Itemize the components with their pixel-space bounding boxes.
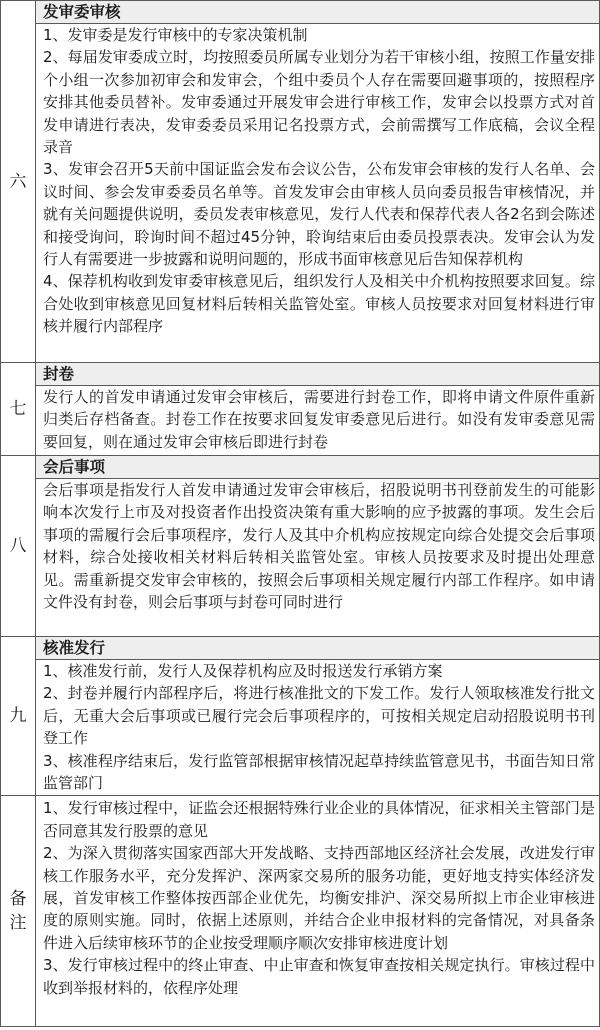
row-title: 核准发行	[36, 637, 599, 660]
row-index: 备 注	[1, 796, 36, 1027]
row-title: 发审委审核	[36, 1, 599, 24]
row-index: 六	[1, 1, 36, 363]
table-row	[1, 456, 600, 637]
row-content	[36, 637, 600, 796]
row-body: 发行人的首发申请通过发审会审核后，需要进行封卷工作，即将申请文件原件重新归类后存档备查。封卷工作在按要求回复发审委意见后进行。如没有发审委意见需要回复，则在通过发审会审核后即进行封卷	[43, 388, 595, 451]
row-index: 九	[1, 637, 36, 796]
row-content	[36, 1, 600, 363]
row-body: 1、核准发行前，发行人及保荐机构应及时报送发行承销方案 2、封卷并履行内部程序后，将进行核准批文的下发工作。发行人领取核准发行批文后，无重大会后事项或已履行完会后事项程序的，可按相关规定启动招股说明书刊登工作 3、核准程序结束后，发行监管部根据审核情况起草持续监管意见书，书面告知日常监管部门	[43, 662, 595, 793]
row-body: 1、发审委是发行审核中的专家决策机制 2、每届发审委成立时，均按照委员所属专业划分为若干审核小组，按照工作量安排个小组一次参加初审会和发审会，个组中委员个人存在需要回避事项的，按照程序安排其他委员替补。发审委通过开展发审会进行审核工作，发审会以投票方式对首发申请进行表决，发审委委员采用记名投票方式，会前需撰写工作底稿，会议全程录音 3、发审会召开5天前中国证监会发布会议公告，公布发审会审核的发行人名单、会议时间、参会发审委委员名单等。首发发审会由审核人员向委员报告审核情况，并就有关问题提供说明，委员发表审核意见，发行人代表和保荐代表人各2名到会陈述和接受询问，聆询时间不超过45分钟，聆询结束后由委员投票表决。发审会认为发行人有需要进一步披露和说明问题的，形成书面审核意见后告知保荐机构 4、保荐机构收到发审委审核意见后，组织发行人及相关中介机构按照要求回复。综合处收到审核意见回复材料后转相关监管处室。审核人员按要求对回复材料进行审核并履行内部程序	[43, 26, 595, 336]
row-body: 1、发行审核过程中，证监会还根据特殊行业企业的具体情况，征求相关主管部门是否同意其发行股票的意见 2、为深入贯彻落实国家西部大开发战略、支持西部地区经济社会发展，改进发行审核工作服务水平，充分发挥沪、深两家交易所的服务功能，更好地支持实体经济发展，首发审核工作整体按西部企业优先，均衡安排沪、深交易所拟上市企业审核进度的原则实施。同时，依据上述原则，并结合企业申报材料的完备情况，对具备条件进入后续审核环节的企业按受理顺序顺次安排审核进度计划 3、发行审核过程中的终止审查、中止审查和恢复审查按相关规定执行。审核过程中收到举报材料的，依程序处理	[43, 799, 595, 997]
table-row	[1, 1, 600, 363]
table-row	[1, 637, 600, 796]
row-body: 会后事项是指发行人首发申请通过发审会审核后，招股说明书刊登前发生的可能影响本次发行上市及对投资者作出投资决策有重大影响的应予披露的事项。发生会后事项的需履行会后事项程序，发行人及其中介机构应按规定向综合处提交会后事项材料，综合处接收相关材料后转相关监管处室。审核人员按要求及时提出处理意见。需重新提交发审会审核的，按照会后事项相关规定履行内部工作程序。如申请文件没有封卷，则会后事项与封卷可同时进行	[43, 481, 595, 612]
row-index: 八	[1, 456, 36, 637]
row-title: 封卷	[36, 363, 599, 386]
row-index: 七	[1, 363, 36, 456]
row-content	[36, 796, 600, 1027]
row-content	[36, 363, 600, 456]
table-row	[1, 363, 600, 456]
row-title: 会后事项	[36, 456, 599, 479]
table-row	[1, 796, 600, 1027]
row-content	[36, 456, 600, 637]
